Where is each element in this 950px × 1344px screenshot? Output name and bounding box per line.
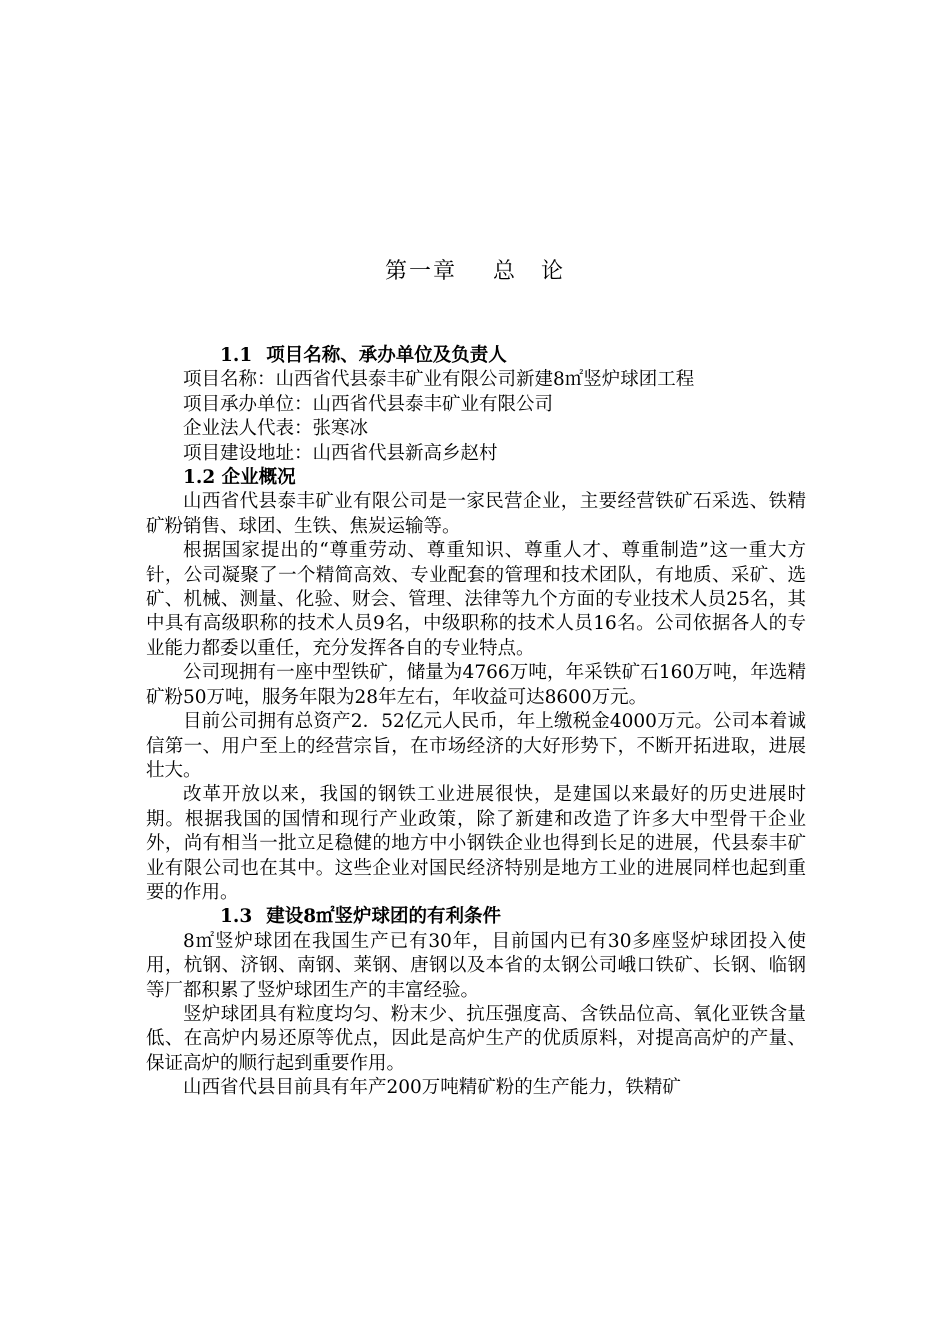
section-heading-1-1 (146, 344, 806, 368)
chapter-heading (0, 254, 950, 285)
chapter-title: 总 论 (493, 259, 566, 284)
paragraph: 山西省代县泰丰矿业有限公司是一家民营企业，主要经营铁矿石采选、铁精矿粉销售、球团、生铁、焦炭运输等。 (146, 491, 806, 537)
section-number: 1.1 (220, 345, 253, 366)
paragraph: 目前公司拥有总资产2．52亿元人民币，年上缴税金4000万元。公司本着诚信第一、用户至上的经营宗旨，在市场经济的大好形势下，不断开拓进取，进展壮大。 (146, 711, 806, 781)
section-number: 1.2 (183, 467, 216, 489)
paragraph: 山西省代县目前具有年产200万吨精矿粉的生产能力，铁精矿 (183, 1077, 681, 1099)
section-title: 企业概况 (221, 467, 296, 489)
paragraph: 竖炉球团具有粒度均匀、粉末少、抗压强度高、含铁品位高、氧化亚铁含量低、在高炉内易还原等优点，因此是高炉生产的优质原料，对提高高炉的产量、保证高炉的顺行起到重要作用。 (146, 1003, 806, 1074)
document-body (146, 344, 806, 1101)
project-name-line: 项目名称：山西省代县泰丰矿业有限公司新建8㎡竖炉球团工程 (183, 369, 695, 391)
project-unit-line: 项目承办单位：山西省代县泰丰矿业有限公司 (183, 393, 554, 415)
section-heading-1-2 (146, 466, 806, 490)
chapter-label: 第一章 (384, 259, 457, 284)
paragraph: 8㎡竖炉球团在我国生产已有30年，目前国内已有30多座竖炉球团投入使用，杭钢、济钢、南钢、莱钢、唐钢以及本省的太钢公司峨口铁矿、长钢、临钢等厂都积累了竖炉球团生产的丰富经验。 (146, 930, 806, 1001)
paragraph: 改革开放以来，我国的钢铁工业进展很快，是建国以来最好的历史进展时期。根据我国的国情和现行产业政策，除了新建和改造了许多大中型骨干企业外，尚有相当一批立足稳健的地方中小钢铁企业也得到长足的进展，代县泰丰矿业有限公司也在其中。这些企业对国民经济特别是地方工业的进展同样也起到重要的作用。 (146, 784, 806, 903)
section-number: 1.3 (220, 906, 253, 928)
section-title: 项目名称、承办单位及负责人 (266, 345, 507, 366)
paragraph: 公司现拥有一座中型铁矿，储量为4766万吨，年采铁矿石160万吨，年选精矿粉50万吨，服务年限为28年左右，年收益可达8600万元。 (146, 662, 806, 708)
legal-representative-line: 企业法人代表：张寒冰 (183, 418, 369, 440)
paragraph: 根据国家提出的“尊重劳动、尊重知识、尊重人才、尊重制造”这一重大方针，公司凝聚了一个精简高效、专业配套的管理和技术团队，有地质、采矿、选矿、机械、测量、化验、财会、管理、法律等九个方面的专业技术人员25名，其中具有高级职称的技术人员9名，中级职称的技术人员16名。公司依据各人的专业能力都委以重任，充分发挥各自的专业特点。 (146, 540, 806, 659)
project-address-line: 项目建设地址：山西省代县新高乡赵村 (183, 442, 498, 464)
section-heading-1-3 (146, 905, 806, 929)
section-title: 建设8㎡竖炉球团的有利条件 (266, 906, 502, 928)
